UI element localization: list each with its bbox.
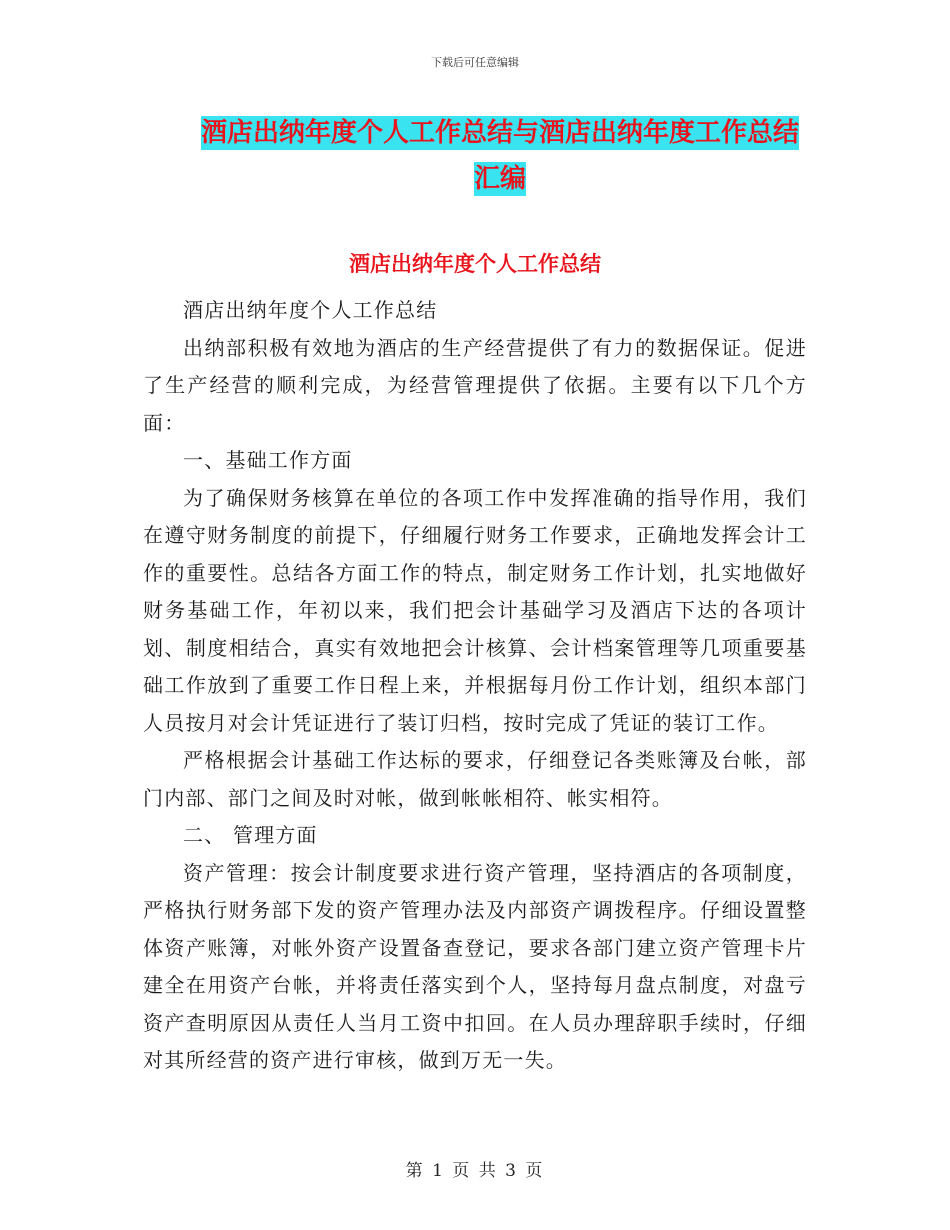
page-footer: 第 1 页 共 3 页	[405, 1161, 545, 1181]
paragraph: 酒店出纳年度个人工作总结	[183, 298, 438, 322]
body-text	[143, 292, 807, 1080]
title-line-2: 汇编	[473, 164, 526, 194]
paragraph-heading: 二、 管理方面	[183, 823, 318, 847]
paragraph: 出纳部积极有效地为酒店的生产经营提供了有力的数据保证。促进了生产经营的顺利完成，为经营管理提供了依据。主要有以下几个方面：	[143, 335, 807, 435]
paragraph: 严格根据会计基础工作达标的要求，仔细登记各类账簿及台帐，部门内部、部门之间及时对帐，做到帐帐相符、帐实相符。	[143, 748, 807, 810]
paragraph: 为了确保财务核算在单位的各项工作中发挥准确的指导作用，我们在遵守财务制度的前提下，仔细履行财务工作要求，正确地发挥会计工作的重要性。总结各方面工作的特点，制定财务工作计划，扎实地做好财务基础工作，年初以来，我们把会计基础学习及酒店下达的各项计划、制度相结合，真实有效地把会计核算、会计档案管理等几项重要基础工作放到了重要工作日程上来，并根据每月份工作计划，组织本部门人员按月对会计凭证进行了装订归档，按时完成了凭证的装订工作。	[143, 485, 807, 735]
paragraph: 资产管理：按会计制度要求进行资产管理，坚持酒店的各项制度，严格执行财务部下发的资产管理办法及内部资产调拨程序。仔细设置整体资产账簿，对帐外资产设置备查登记，要求各部门建立资产管理卡片建全在用资产台帐，并将责任落实到个人，坚持每月盘点制度，对盘亏资产查明原因从责任人当月工资中扣回。在人员办理辞职手续时，仔细对其所经营的资产进行审核，做到万无一失。	[143, 860, 807, 1072]
section-title: 酒店出纳年度个人工作总结	[349, 252, 601, 276]
paragraph-heading: 一、基础工作方面	[183, 448, 353, 472]
document-title	[150, 110, 850, 202]
header-note: 下载后可任意编辑	[431, 56, 519, 69]
title-line-1: 酒店出纳年度个人工作总结与酒店出纳年度工作总结	[200, 118, 799, 148]
